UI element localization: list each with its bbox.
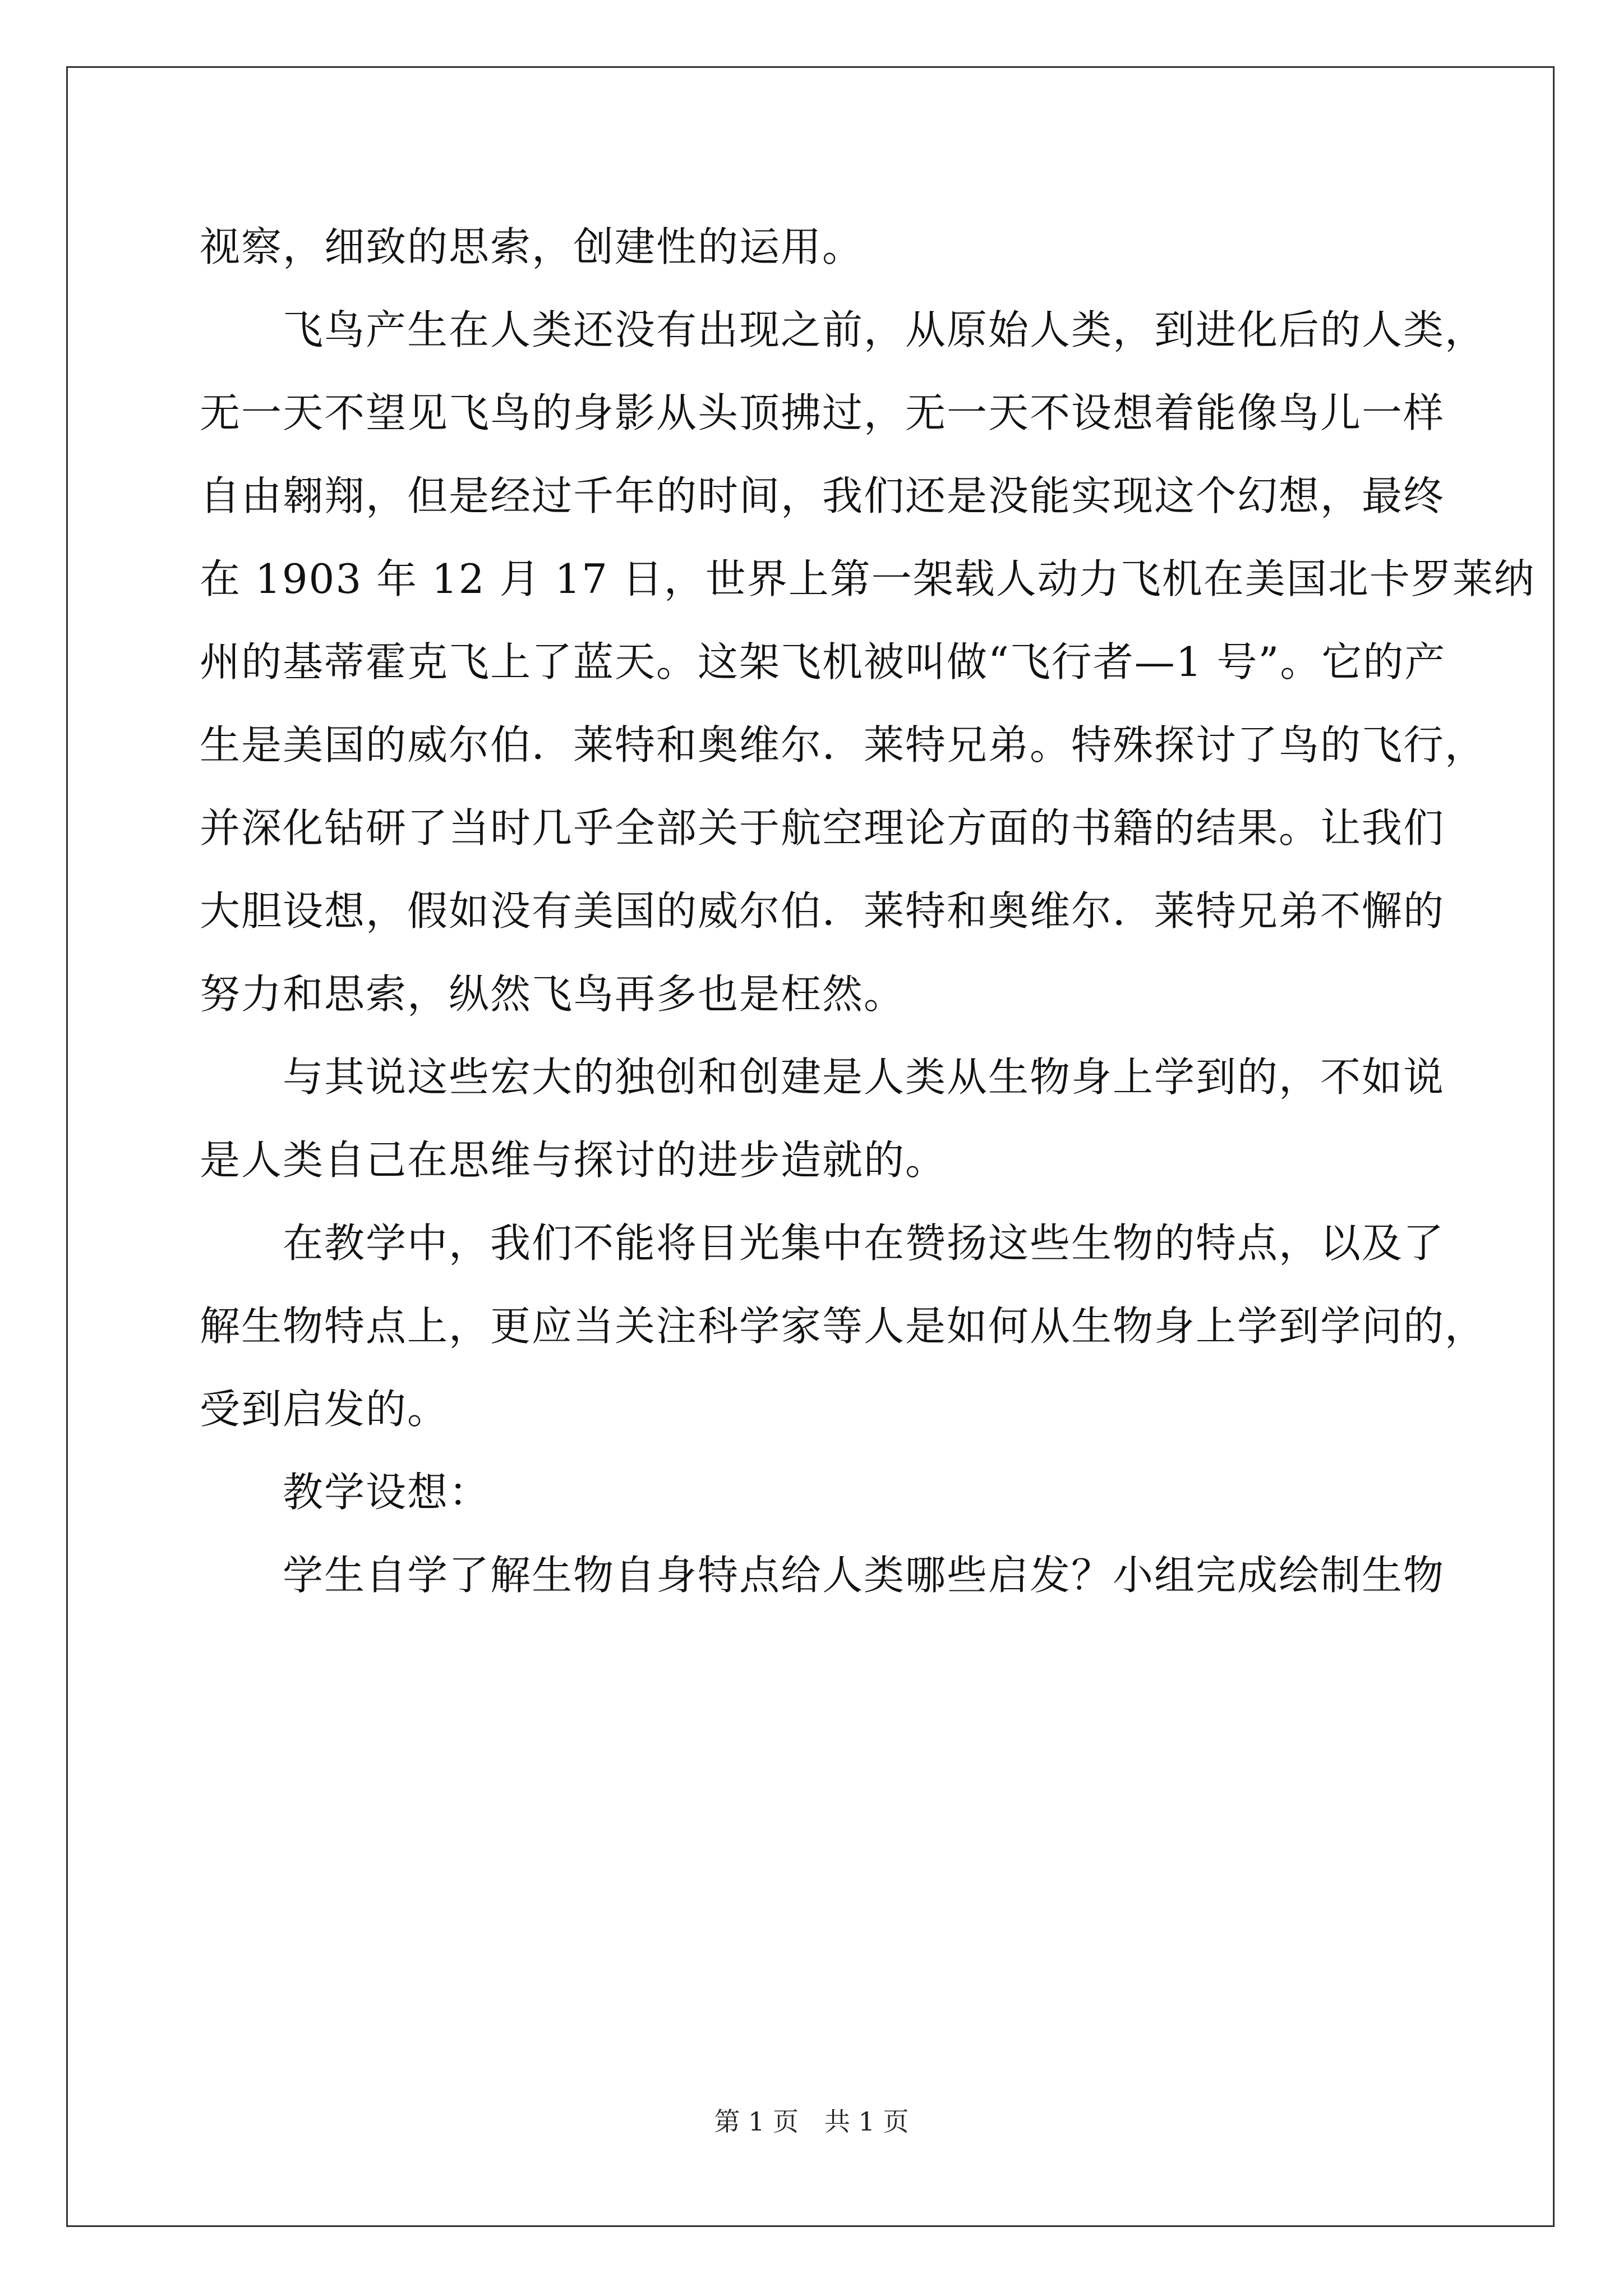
page-footer: 第 1 页 共 1 页: [714, 2106, 909, 2137]
text-line: 飞鸟产生在人类还没有出现之前，从原始人类，到进化后的人类，: [283, 306, 1487, 353]
text-line: 努力和思索，纵然飞鸟再多也是枉然。: [200, 970, 906, 1018]
text-line: 在教学中，我们不能将目光集中在赞扬这些生物的特点，以及了: [283, 1220, 1445, 1267]
text-line: 与其说这些宏大的独创和创建是人类从生物身上学到的，不如说: [283, 1053, 1445, 1101]
text-line: 教学设想：: [283, 1469, 491, 1516]
text-line: 学生自学了解生物自身特点给人类哪些启发？小组完成绘制生物: [283, 1552, 1445, 1599]
text-line: 受到启发的。: [200, 1386, 449, 1433]
text-line: 生是美国的威尔伯．莱特和奥维尔．莱特兄弟。特殊探讨了鸟的飞行，: [200, 721, 1487, 769]
text-line: 视察，细致的思索，创建性的运用。: [200, 223, 864, 270]
text-line: 自由翱翔，但是经过千年的时间，我们还是没能实现这个幻想，最终: [200, 472, 1445, 519]
text-line: 是人类自己在思维与探讨的进步造就的。: [200, 1137, 947, 1184]
text-line: 解生物特点上，更应当关注科学家等人是如何从生物身上学到学问的，: [200, 1303, 1487, 1350]
text-line: 并深化钻研了当时几乎全部关于航空理论方面的书籍的结果。让我们: [200, 804, 1445, 852]
text-line: 州的基蒂霍克飞上了蓝天。这架飞机被叫做“飞行者—1 号”。它的产: [200, 638, 1446, 685]
text-line: 无一天不望见飞鸟的身影从头顶拂过，无一天不设想着能像鸟儿一样: [200, 389, 1445, 436]
text-line: 在 1903 年 12 月 17 日，世界上第一架载人动力飞机在美国北卡罗莱纳: [200, 555, 1536, 602]
text-line: 大胆设想，假如没有美国的威尔伯．莱特和奥维尔．莱特兄弟不懈的: [200, 887, 1445, 935]
